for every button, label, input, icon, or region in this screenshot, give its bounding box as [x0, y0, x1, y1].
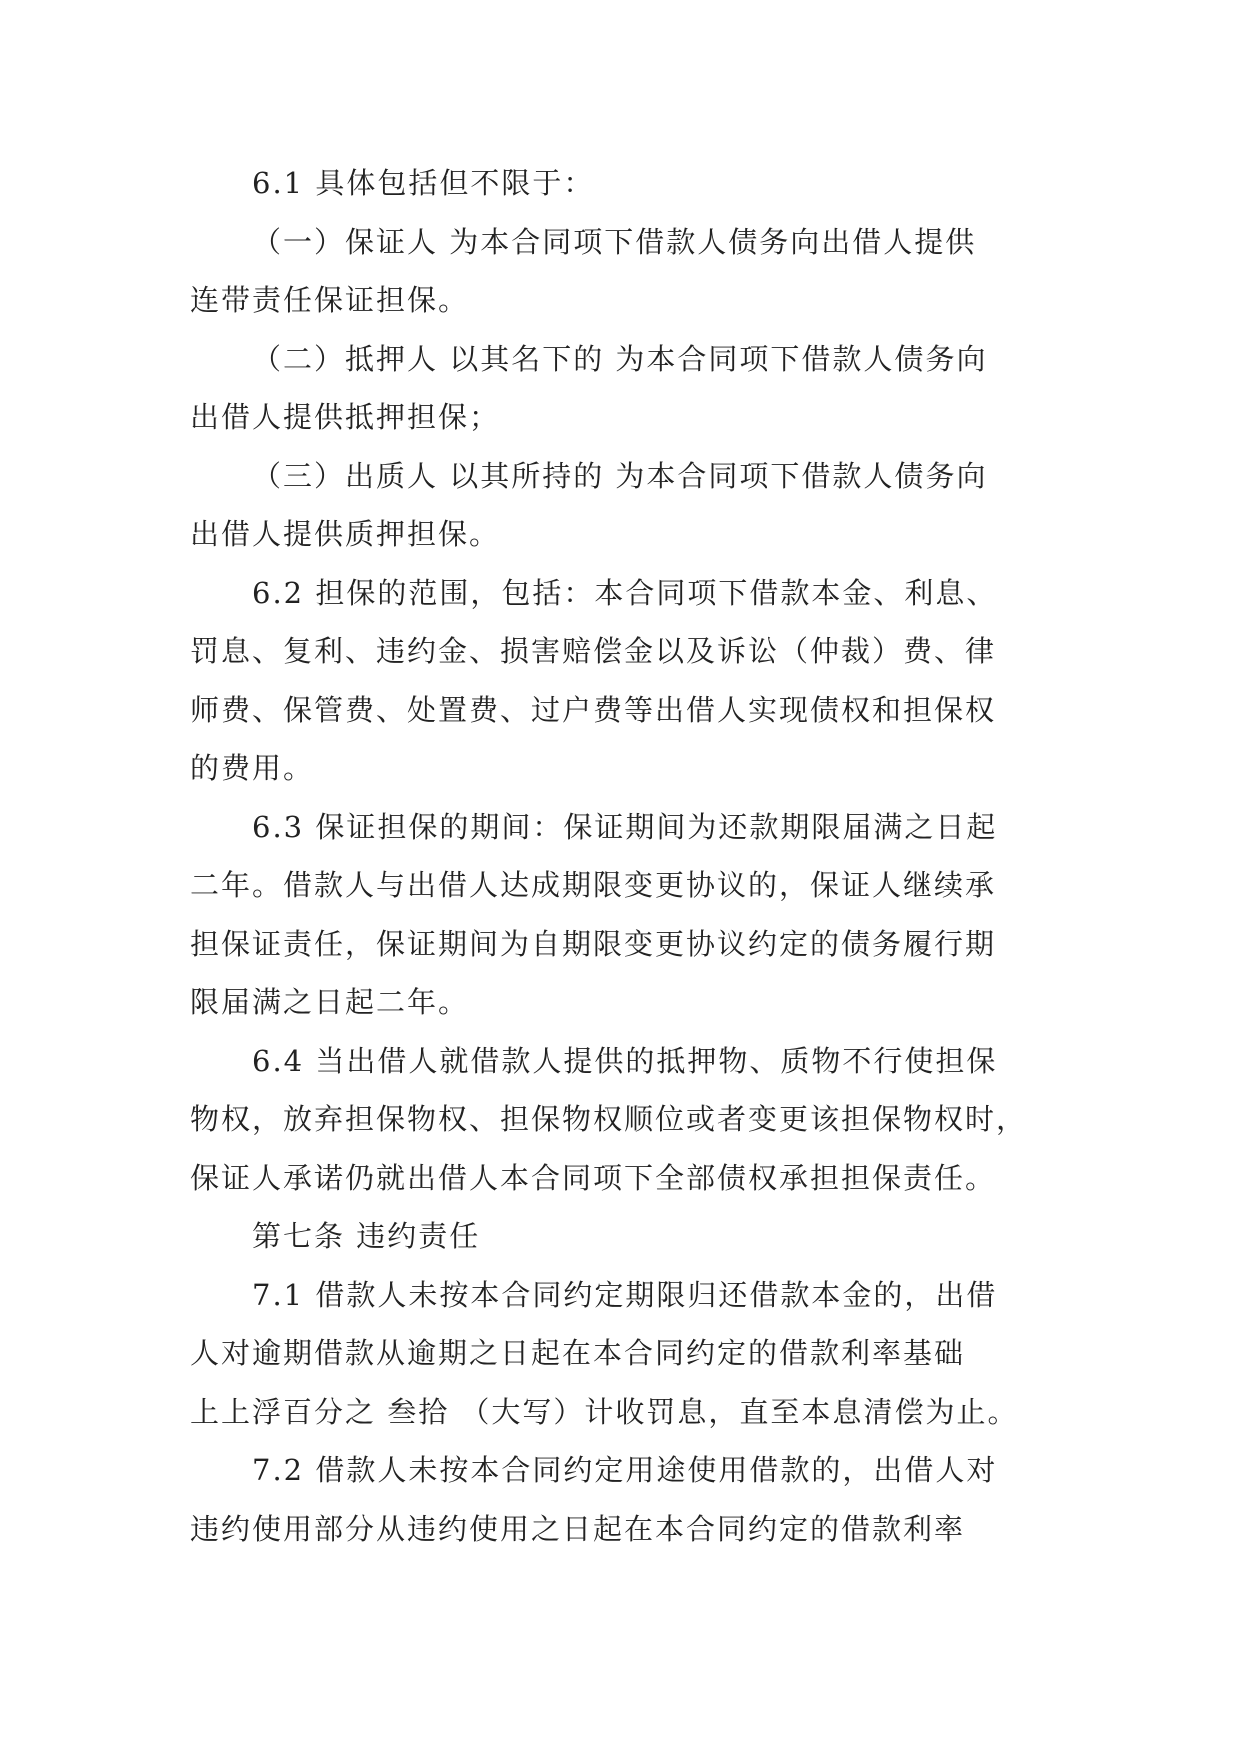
paragraph-line: 担保证责任，保证期间为自期限变更协议约定的债务履行期 — [190, 927, 997, 961]
paragraph-line: 二年。借款人与出借人达成期限变更协议的，保证人继续承 — [190, 868, 997, 902]
paragraph-line: （三）出质人 以其所持的 为本合同项下借款人债务向 — [252, 459, 988, 493]
paragraph-line: 出借人提供质押担保。 — [190, 517, 501, 551]
paragraph-line: 出借人提供抵押担保； — [190, 400, 501, 434]
paragraph-line: （一）保证人 为本合同项下借款人债务向出借人提供 — [252, 225, 977, 259]
paragraph-line: 上上浮百分之 叁拾 （大写）计收罚息，直至本息清偿为止。 — [190, 1395, 1019, 1429]
paragraph-line: （二）抵押人 以其名下的 为本合同项下借款人债务向 — [252, 342, 988, 376]
article-7-heading: 第七条 违约责任 — [252, 1219, 481, 1253]
paragraph-line: 违约使用部分从违约使用之日起在本合同约定的借款利率 — [190, 1512, 966, 1546]
clause-6-3: 6.3 保证担保的期间：保证期间为还款期限届满之日起 — [252, 810, 998, 844]
paragraph-line: 的费用。 — [190, 751, 315, 785]
paragraph-line: 师费、保管费、处置费、过户费等出借人实现债权和担保权 — [190, 693, 997, 727]
paragraph-line: 连带责任保证担保。 — [190, 283, 470, 317]
paragraph-line: 保证人承诺仍就出借人本合同项下全部债权承担担保责任。 — [190, 1161, 997, 1195]
paragraph-line: 物权，放弃担保物权、担保物权顺位或者变更该担保物权时， — [190, 1102, 1028, 1136]
paragraph-line: 限届满之日起二年。 — [190, 985, 470, 1019]
clause-7-2: 7.2 借款人未按本合同约定用途使用借款的，出借人对 — [252, 1453, 998, 1487]
paragraph-line: 人对逾期借款从逾期之日起在本合同约定的借款利率基础 — [190, 1336, 966, 1370]
clause-6-1-heading: 6.1 具体包括但不限于： — [252, 166, 595, 200]
clause-6-2: 6.2 担保的范围，包括：本合同项下借款本金、利息、 — [252, 576, 998, 610]
paragraph-line: 罚息、复利、违约金、损害赔偿金以及诉讼（仲裁）费、律 — [190, 634, 997, 668]
clause-6-4: 6.4 当出借人就借款人提供的抵押物、质物不行使担保 — [252, 1044, 998, 1078]
clause-7-1: 7.1 借款人未按本合同约定期限归还借款本金的，出借 — [252, 1278, 998, 1312]
